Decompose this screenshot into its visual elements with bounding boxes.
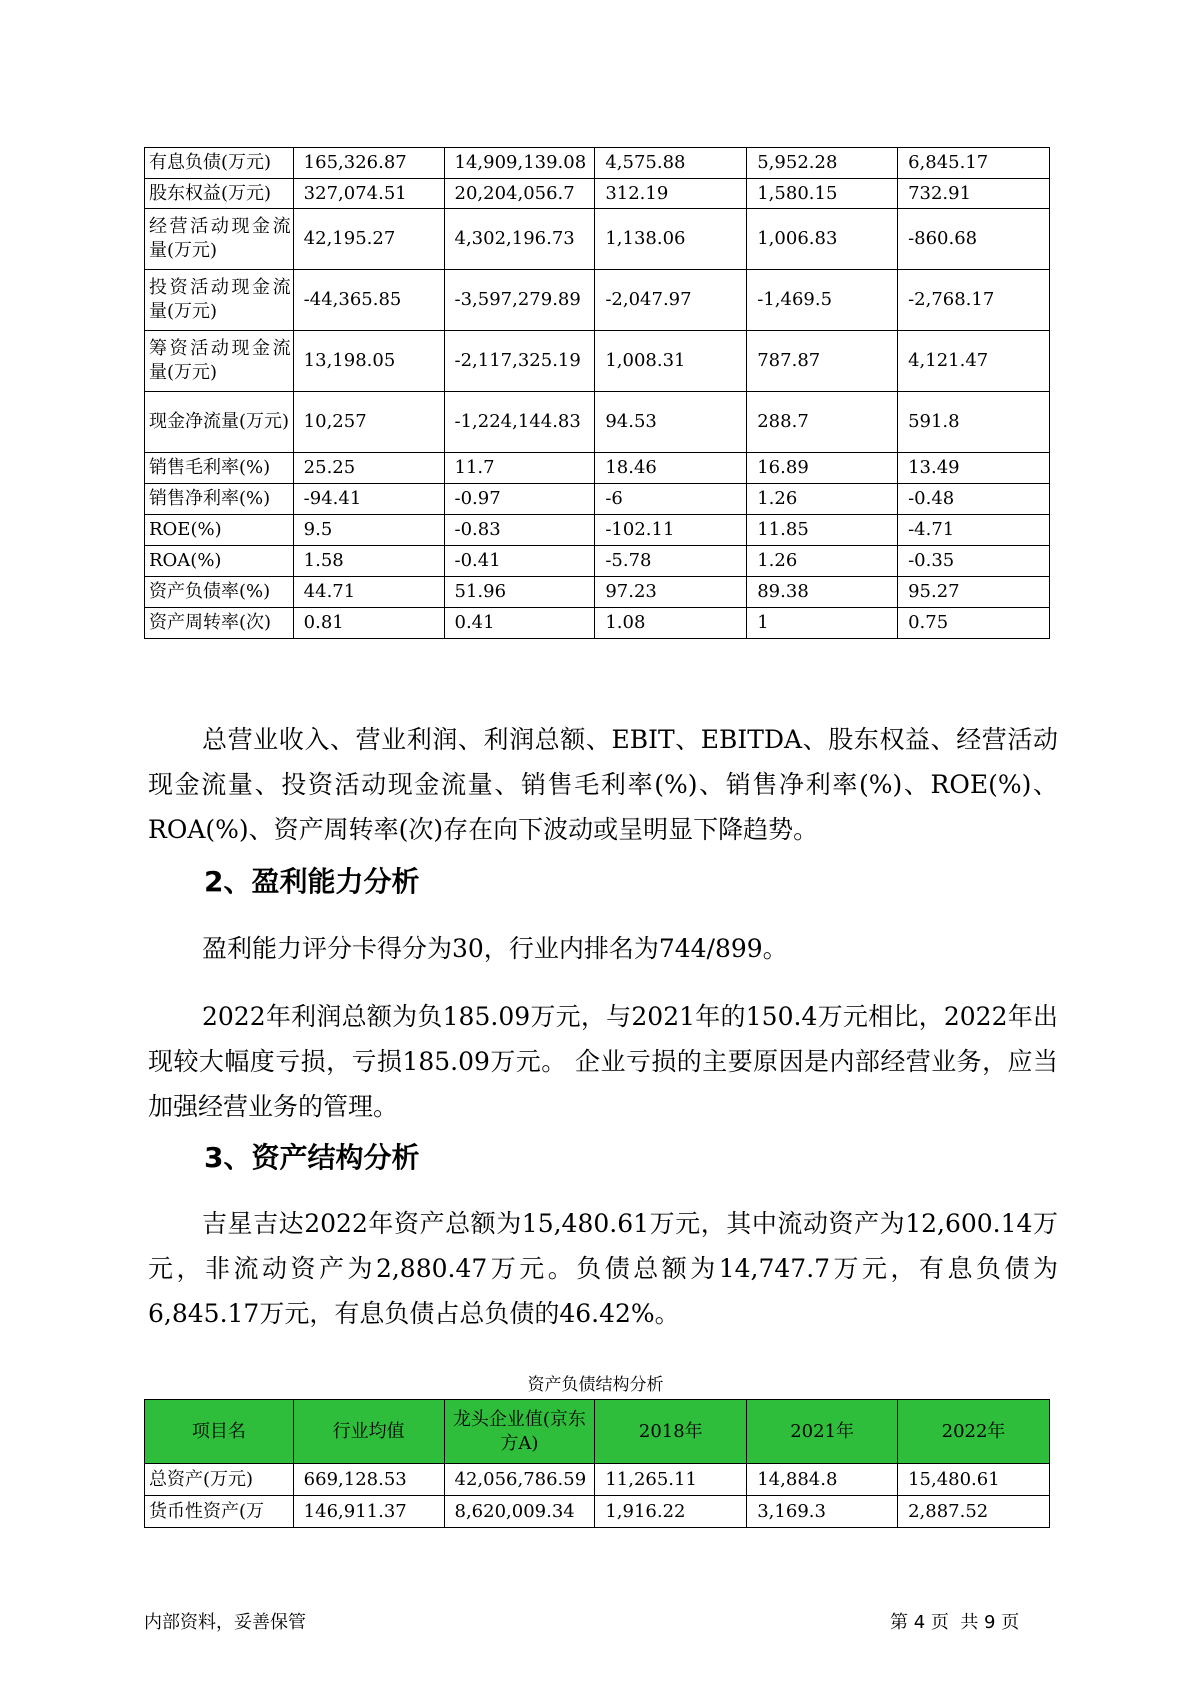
cell-industry-avg: 10,257: [293, 392, 444, 453]
cell-leader: 20,204,056.7: [444, 179, 595, 209]
cell-leader: 51.96: [444, 577, 595, 608]
cell-industry-avg: 13,198.05: [293, 331, 444, 392]
cell-industry-avg: 146,911.37: [293, 1496, 444, 1528]
cell-2018: 4,575.88: [595, 148, 747, 179]
cell-2021: 1,006.83: [747, 209, 898, 270]
header-2018: 2018年: [595, 1400, 747, 1464]
cell-2022: -860.68: [898, 209, 1050, 270]
cell-leader: 11.7: [444, 453, 595, 484]
cell-2018: 312.19: [595, 179, 747, 209]
cell-2022: -0.35: [898, 546, 1050, 577]
cell-2018: 1,138.06: [595, 209, 747, 270]
table-row: [145, 209, 1050, 270]
row-label: 销售毛利率(%): [145, 453, 294, 484]
header-leader: 龙头企业值(京东方A): [444, 1400, 595, 1464]
row-label: 有息负债(万元): [145, 148, 294, 179]
table-row: [145, 577, 1050, 608]
cell-2021: -1,469.5: [747, 270, 898, 331]
cell-2022: -0.48: [898, 484, 1050, 515]
trend-summary-paragraph: 总营业收入、营业利润、利润总额、EBIT、EBITDA、股东权益、经营活动现金流量、投资活动现金流量、销售毛利率(%)、销售净利率(%)、ROE(%)、ROA(%)、资产周转率(次)存在向下波动或呈明显下降趋势。: [148, 725, 1058, 844]
cell-2021: 3,169.3: [747, 1496, 898, 1528]
cell-industry-avg: 669,128.53: [293, 1464, 444, 1496]
table-row: [145, 515, 1050, 546]
row-label: 经营活动现金流量(万元): [145, 209, 294, 270]
cell-leader: 8,620,009.34: [444, 1496, 595, 1528]
table-row: [145, 179, 1050, 209]
cell-2022: 6,845.17: [898, 148, 1050, 179]
cell-industry-avg: 0.81: [293, 608, 444, 639]
table-row: [145, 270, 1050, 331]
header-2021: 2021年: [747, 1400, 898, 1464]
cell-industry-avg: 327,074.51: [293, 179, 444, 209]
cell-industry-avg: 165,326.87: [293, 148, 444, 179]
cell-industry-avg: -94.41: [293, 484, 444, 515]
table-row: [145, 546, 1050, 577]
cell-industry-avg: 9.5: [293, 515, 444, 546]
cell-2022: 13.49: [898, 453, 1050, 484]
cell-2021: 1,580.15: [747, 179, 898, 209]
cell-industry-avg: 25.25: [293, 453, 444, 484]
header-2022: 2022年: [898, 1400, 1050, 1464]
cell-2022: 591.8: [898, 392, 1050, 453]
row-label: ROA(%): [145, 546, 294, 577]
financial-indicator-table: [144, 147, 1050, 639]
cell-2021: 89.38: [747, 577, 898, 608]
cell-2021: 288.7: [747, 392, 898, 453]
cell-2021: 5,952.28: [747, 148, 898, 179]
cell-2018: 18.46: [595, 453, 747, 484]
table-row: [145, 392, 1050, 453]
profit-loss-paragraph: 2022年利润总额为负185.09万元，与2021年的150.4万元相比，2022年出现较大幅度亏损，亏损185.09万元。 企业亏损的主要原因是内部经营业务，应当加强经营业务的管理。: [148, 1002, 1058, 1121]
cell-leader: 0.41: [444, 608, 595, 639]
cell-2022: 95.27: [898, 577, 1050, 608]
cell-2022: 4,121.47: [898, 331, 1050, 392]
row-label: 总资产(万元): [145, 1464, 294, 1496]
asset-liability-structure-table: [144, 1399, 1050, 1528]
table-row: [145, 453, 1050, 484]
cell-2022: -4.71: [898, 515, 1050, 546]
cell-2018: 1.08: [595, 608, 747, 639]
cell-industry-avg: 1.58: [293, 546, 444, 577]
table-row: [145, 331, 1050, 392]
footer-page-number: 第 4 页 共 9 页: [890, 1612, 1020, 1633]
table-row: [145, 608, 1050, 639]
profitability-score-paragraph: 盈利能力评分卡得分为30，行业内排名为744/899。: [202, 934, 788, 963]
cell-2022: 0.75: [898, 608, 1050, 639]
section-heading-asset-structure: 3、资产结构分析: [204, 1141, 420, 1174]
cell-industry-avg: -44,365.85: [293, 270, 444, 331]
cell-leader: 4,302,196.73: [444, 209, 595, 270]
cell-2022: 2,887.52: [898, 1496, 1050, 1528]
table-row: [145, 1464, 1050, 1496]
cell-2022: 15,480.61: [898, 1464, 1050, 1496]
cell-2018: 11,265.11: [595, 1464, 747, 1496]
asset-structure-paragraph: 吉星吉达2022年资产总额为15,480.61万元，其中流动资产为12,600.14万元，非流动资产为2,880.47万元。负债总额为14,747.7万元，有息负债为6,845.17万元，有息负债占总负债的46.42%。: [148, 1209, 1058, 1328]
cell-2022: 732.91: [898, 179, 1050, 209]
cell-leader: -2,117,325.19: [444, 331, 595, 392]
cell-industry-avg: 44.71: [293, 577, 444, 608]
cell-2018: -102.11: [595, 515, 747, 546]
row-label: ROE(%): [145, 515, 294, 546]
row-label: 投资活动现金流量(万元): [145, 270, 294, 331]
cell-leader: -1,224,144.83: [444, 392, 595, 453]
cell-2018: 1,916.22: [595, 1496, 747, 1528]
cell-2018: 94.53: [595, 392, 747, 453]
cell-2018: -5.78: [595, 546, 747, 577]
cell-2021: 1.26: [747, 546, 898, 577]
cell-leader: 14,909,139.08: [444, 148, 595, 179]
row-label: 资产负债率(%): [145, 577, 294, 608]
row-label: 销售净利率(%): [145, 484, 294, 515]
cell-2018: 1,008.31: [595, 331, 747, 392]
header-item-name: 项目名: [145, 1400, 294, 1464]
table-row: [145, 1496, 1050, 1528]
cell-2018: -2,047.97: [595, 270, 747, 331]
cell-2021: 787.87: [747, 331, 898, 392]
cell-leader: -0.83: [444, 515, 595, 546]
footer-confidential-note: 内部资料，妥善保管: [144, 1612, 306, 1633]
row-label: 货币性资产(万: [145, 1496, 294, 1528]
cell-2021: 11.85: [747, 515, 898, 546]
cell-leader: 42,056,786.59: [444, 1464, 595, 1496]
cell-leader: -0.97: [444, 484, 595, 515]
cell-2018: -6: [595, 484, 747, 515]
cell-2022: -2,768.17: [898, 270, 1050, 331]
row-label: 筹资活动现金流量(万元): [145, 331, 294, 392]
cell-2021: 16.89: [747, 453, 898, 484]
header-industry-avg: 行业均值: [293, 1400, 444, 1464]
cell-leader: -0.41: [444, 546, 595, 577]
cell-industry-avg: 42,195.27: [293, 209, 444, 270]
cell-2018: 97.23: [595, 577, 747, 608]
row-label: 资产周转率(次): [145, 608, 294, 639]
table-header-row: [145, 1400, 1050, 1464]
cell-2021: 1: [747, 608, 898, 639]
cell-2021: 1.26: [747, 484, 898, 515]
cell-2021: 14,884.8: [747, 1464, 898, 1496]
table-caption: 资产负债结构分析: [527, 1375, 664, 1395]
table-row: [145, 484, 1050, 515]
row-label: 现金净流量(万元): [145, 392, 294, 453]
row-label: 股东权益(万元): [145, 179, 294, 209]
cell-leader: -3,597,279.89: [444, 270, 595, 331]
table-row: [145, 148, 1050, 179]
section-heading-profitability: 2、盈利能力分析: [204, 865, 420, 898]
